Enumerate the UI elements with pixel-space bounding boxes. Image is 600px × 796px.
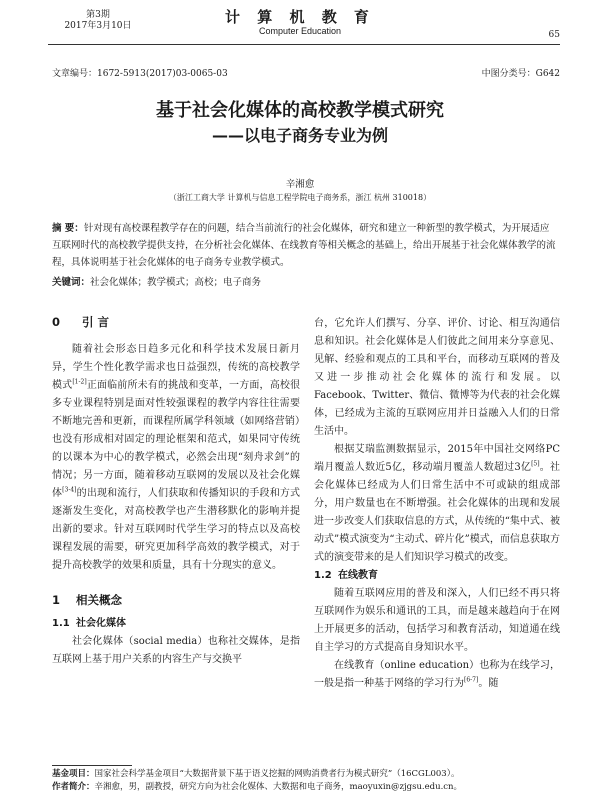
issue-number: 第3期: [86, 10, 110, 20]
online-edu-paragraph: 随着互联网应用的普及和深入，人们已经不再只将互联网作为娱乐和通讯的工具，而是越来越趋向于在网上开展更多的活动，包括学习和教育活动，知道通在线自主学习的方式提高自身知识水平。: [314, 588, 560, 653]
journal-title-cn: 计 算 机 教 育: [225, 8, 375, 26]
journal-title-en: Computer Education: [258, 26, 342, 36]
keywords-label: 关键词：: [52, 277, 91, 288]
abstract: [52, 220, 558, 271]
online-edu-text-a: 在线教育（online education）也称为在线学习，一般是指一种基于网络的学习行为: [314, 660, 560, 689]
intro-text-b: 正面临前所未有的挑战和变革，一方面，高校很多专业课程特别是面对性较强课程的教学内容往往需要不断地完善和更新，而课程所属学科领域（如网络营销）也没有形成相对固定的理论框架和范式，如果同守传统的以课本为中心的教学模式，必然会出现“刻舟求剑”的情况；另一方面，随着移动互联网的发展以及社会化媒体: [52, 380, 301, 499]
paper-subtitle: ——以电子商务专业为例: [211, 126, 388, 145]
abstract-label: 摘 要：: [52, 223, 84, 234]
citation-5: [5]: [531, 460, 540, 468]
iresearch-text-a: 根据艾瑞监测数据显示，2015年中国社交网络PC端月覆盖人数近5亿，移动端月覆盖人数超过3亿: [314, 444, 560, 473]
page-number: 65: [548, 30, 560, 40]
clc-number: 中图分类号：G642: [481, 69, 560, 79]
fund-text: 国家社会科学基金项目“大数据背景下基于语义挖掘的网购消费者行为模式研究”（16CGL003）。: [94, 769, 460, 779]
citation-6-7: [6-7]: [464, 676, 479, 684]
intro-text-a: 随着社会形态日趋多元化和科学技术发展日新月异，学生个性化教学需求也日益强烈，传统的高校教学模式: [52, 344, 300, 391]
online-edu-text-b: 。随: [478, 678, 499, 689]
section-1-number: 1: [52, 593, 61, 607]
article-number: 文章编号：1672-5913(2017)03-0065-03: [52, 69, 228, 79]
journal-header: [200, 8, 400, 37]
section-1-2-number: 1.2: [314, 570, 332, 581]
fund-footnote: [52, 768, 572, 781]
footnote-divider: [52, 765, 132, 766]
left-column: [52, 313, 300, 669]
fund-label: 基金项目：: [52, 769, 95, 779]
author-affiliation: （浙江工商大学 计算机与信息工程学院电子商务系，浙江 杭州 310018）: [168, 193, 432, 202]
section-1-title: 相关概念: [76, 593, 122, 607]
issue-date: 2017年3月10日: [64, 21, 132, 31]
section-1-1-title: 社会化媒体: [76, 618, 126, 629]
section-1-1-heading: [52, 615, 300, 633]
keywords: [52, 276, 558, 290]
bio-text: 辛湘愈，男，副教授，研究方向为社会化媒体、大数据和电子商务，maoyuxin@zjgsu.edu.cn。: [94, 782, 463, 792]
section-0-heading: [52, 313, 300, 331]
online-edu-definition: [314, 657, 560, 693]
iresearch-text-b: 。社会化媒体已经成为人们日常生活中不可或缺的组成部分，用户数量也在不断增强。社会化媒体的出现和发展进一步改变人们获取信息的方式，从传统的“集中式、被动式”模式演变为“主动式、碎片化”模式，而信息获取方式的演变带来的是人们知识学习模式的改变。: [314, 462, 560, 563]
author-name: 辛湘愈: [285, 179, 315, 190]
right-column: [314, 315, 560, 693]
social-media-paragraph-start: 社会化媒体（social media）也称社交媒体，是指互联网上基于用户关系的内容生产与交换平: [52, 636, 300, 665]
bio-label: 作者简介：: [52, 782, 95, 792]
author-bio-footnote: [52, 781, 572, 794]
section-1-2-heading: [314, 567, 560, 585]
section-1-1-number: 1.1: [52, 618, 70, 629]
intro-paragraph: [52, 341, 300, 575]
section-0-title: 引 言: [82, 315, 110, 329]
social-media-paragraph-cont: 台，它允许人们撰写、分享、评价、讨论、相互沟通信息和知识。社会化媒体是人们彼此之间用来分享意见、见解、经验和观点的工具和平台，而移动互联网的普及又进一步推动社会化媒体的流行和发展。以Facebook、Twitter、微信、微博等为代表的社会化媒体，已经成为主流的互联网应用并日益融入人们的日常生活中。: [314, 318, 560, 437]
intro-text-c: 的出现和流行，人们获取和传播知识的手段和方式逐渐发生变化，对高校教学也产生潜移默化的影响并提出新的要求。针对互联网时代学生学习的特点以及高校课程发展的需要，研究更加科学高效的教学模式，对于提升高校教学的效果和质量，具有十分现实的意义。: [52, 488, 301, 571]
keywords-text: 社会化媒体；教学模式；高校；电子商务: [90, 277, 262, 288]
citation-1-2: [1-2]: [72, 378, 87, 386]
paper-title: 基于社会化媒体的高校教学模式研究: [156, 100, 444, 121]
section-0-number: 0: [52, 315, 61, 329]
iresearch-paragraph: [314, 441, 560, 567]
header-divider: [48, 44, 560, 45]
abstract-text: 针对现有高校课程教学存在的问题，结合当前流行的社会化媒体，研究和建立一种新型的教学模式，为开展适应互联网时代的高校教学提供支持，在分析社会化媒体、在线教育等相关概念的基础上，给出开展基于社会化媒体教学的流程，具体说明基于社会化媒体的电子商务专业教学模式。: [52, 223, 556, 268]
section-1-heading: [52, 591, 300, 609]
issue-info: [58, 10, 138, 32]
section-1-2-title: 在线教育: [338, 570, 378, 581]
citation-3-4: [3-4]: [62, 486, 77, 494]
